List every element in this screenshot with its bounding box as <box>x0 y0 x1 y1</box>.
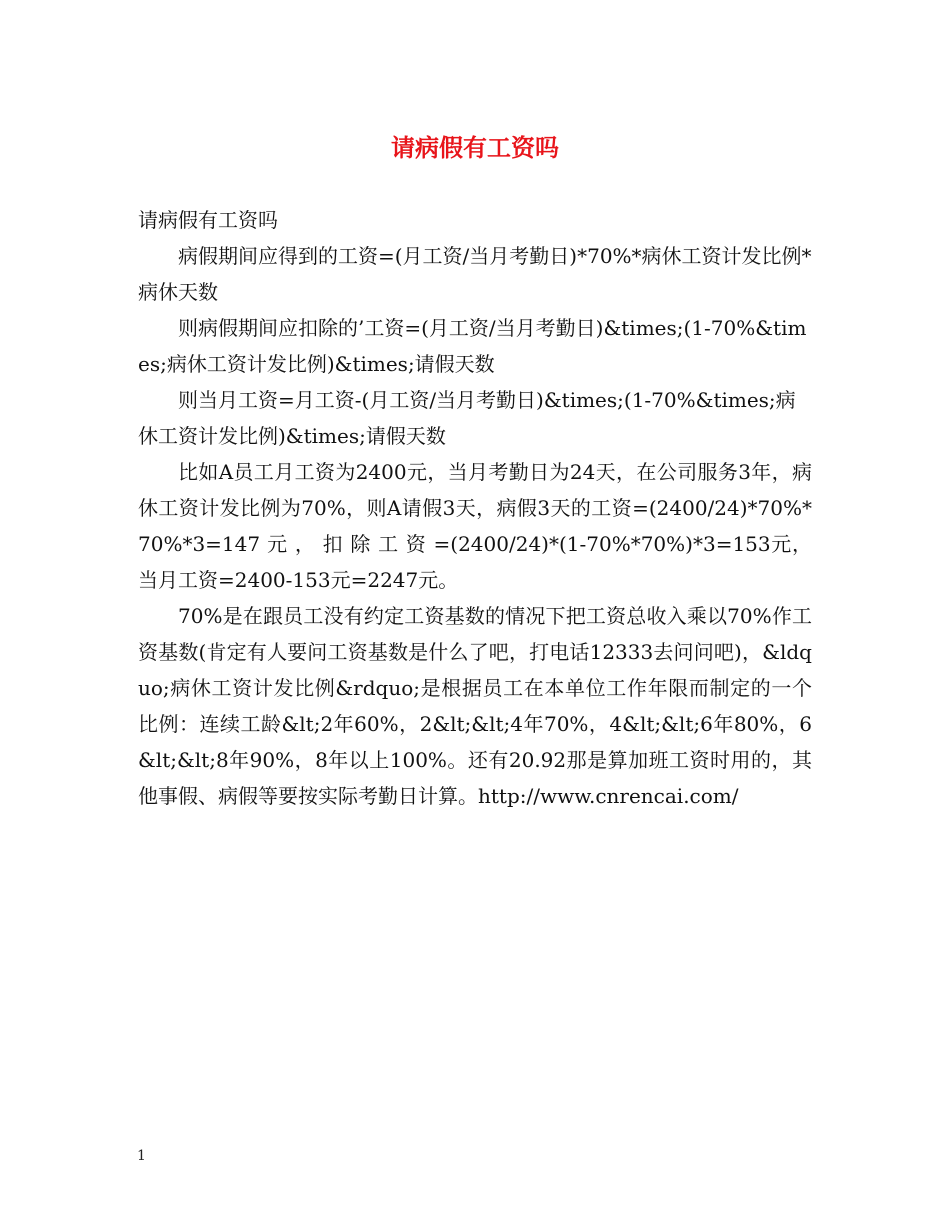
paragraph-formula-monthly-pay: 则当月工资=月工资-(月工资/当月考勤日)&times;(1-70%&times;病休工资计发比例)&times;请假天数 <box>138 388 796 448</box>
document-body <box>138 202 812 814</box>
paragraph-formula-sick-pay: 病假期间应得到的工资=(月工资/当月考勤日)*70%*病休工资计发比例*病休天数 <box>138 244 812 304</box>
paragraph-example: 比如A员工月工资为2400元，当月考勤日为24天，在公司服务3年，病休工资计发比例为70%，则A请假3天，病假3天的工资=(2400/24)*70%*70%*3=147 元 ， 扣 除 工 资 =(2400/24)*(1-70%*70%)*3=153元，当月工资=2400-153元=2247元。 <box>138 460 812 592</box>
document-title: 请病假有工资吗 <box>391 134 559 162</box>
body-heading-line: 请病假有工资吗 <box>138 208 278 232</box>
paragraph-explanation: 70%是在跟员工没有约定工资基数的情况下把工资总收入乘以70%作工资基数(肯定有人要问工资基数是什么了吧，打电话12333去问问吧)，&ldquo;病休工资计发比例&rdquo;是根据员工在本单位工作年限而制定的一个比例：连续工龄&lt;2年60%，2&lt;&lt;4年70%，4&lt;&lt;6年80%，6&lt;&lt;8年90%，8年以上100%。还有20.92那是算加班工资时用的，其他事假、病假等要按实际考勤日计算。http://www.cnrencai.com/ <box>138 604 812 808</box>
page-number: 1 <box>137 1148 146 1164</box>
paragraph-formula-deduction: 则病假期间应扣除的’工资=(月工资/当月考勤日)&times;(1-70%&times;病休工资计发比例)&times;请假天数 <box>138 316 807 376</box>
